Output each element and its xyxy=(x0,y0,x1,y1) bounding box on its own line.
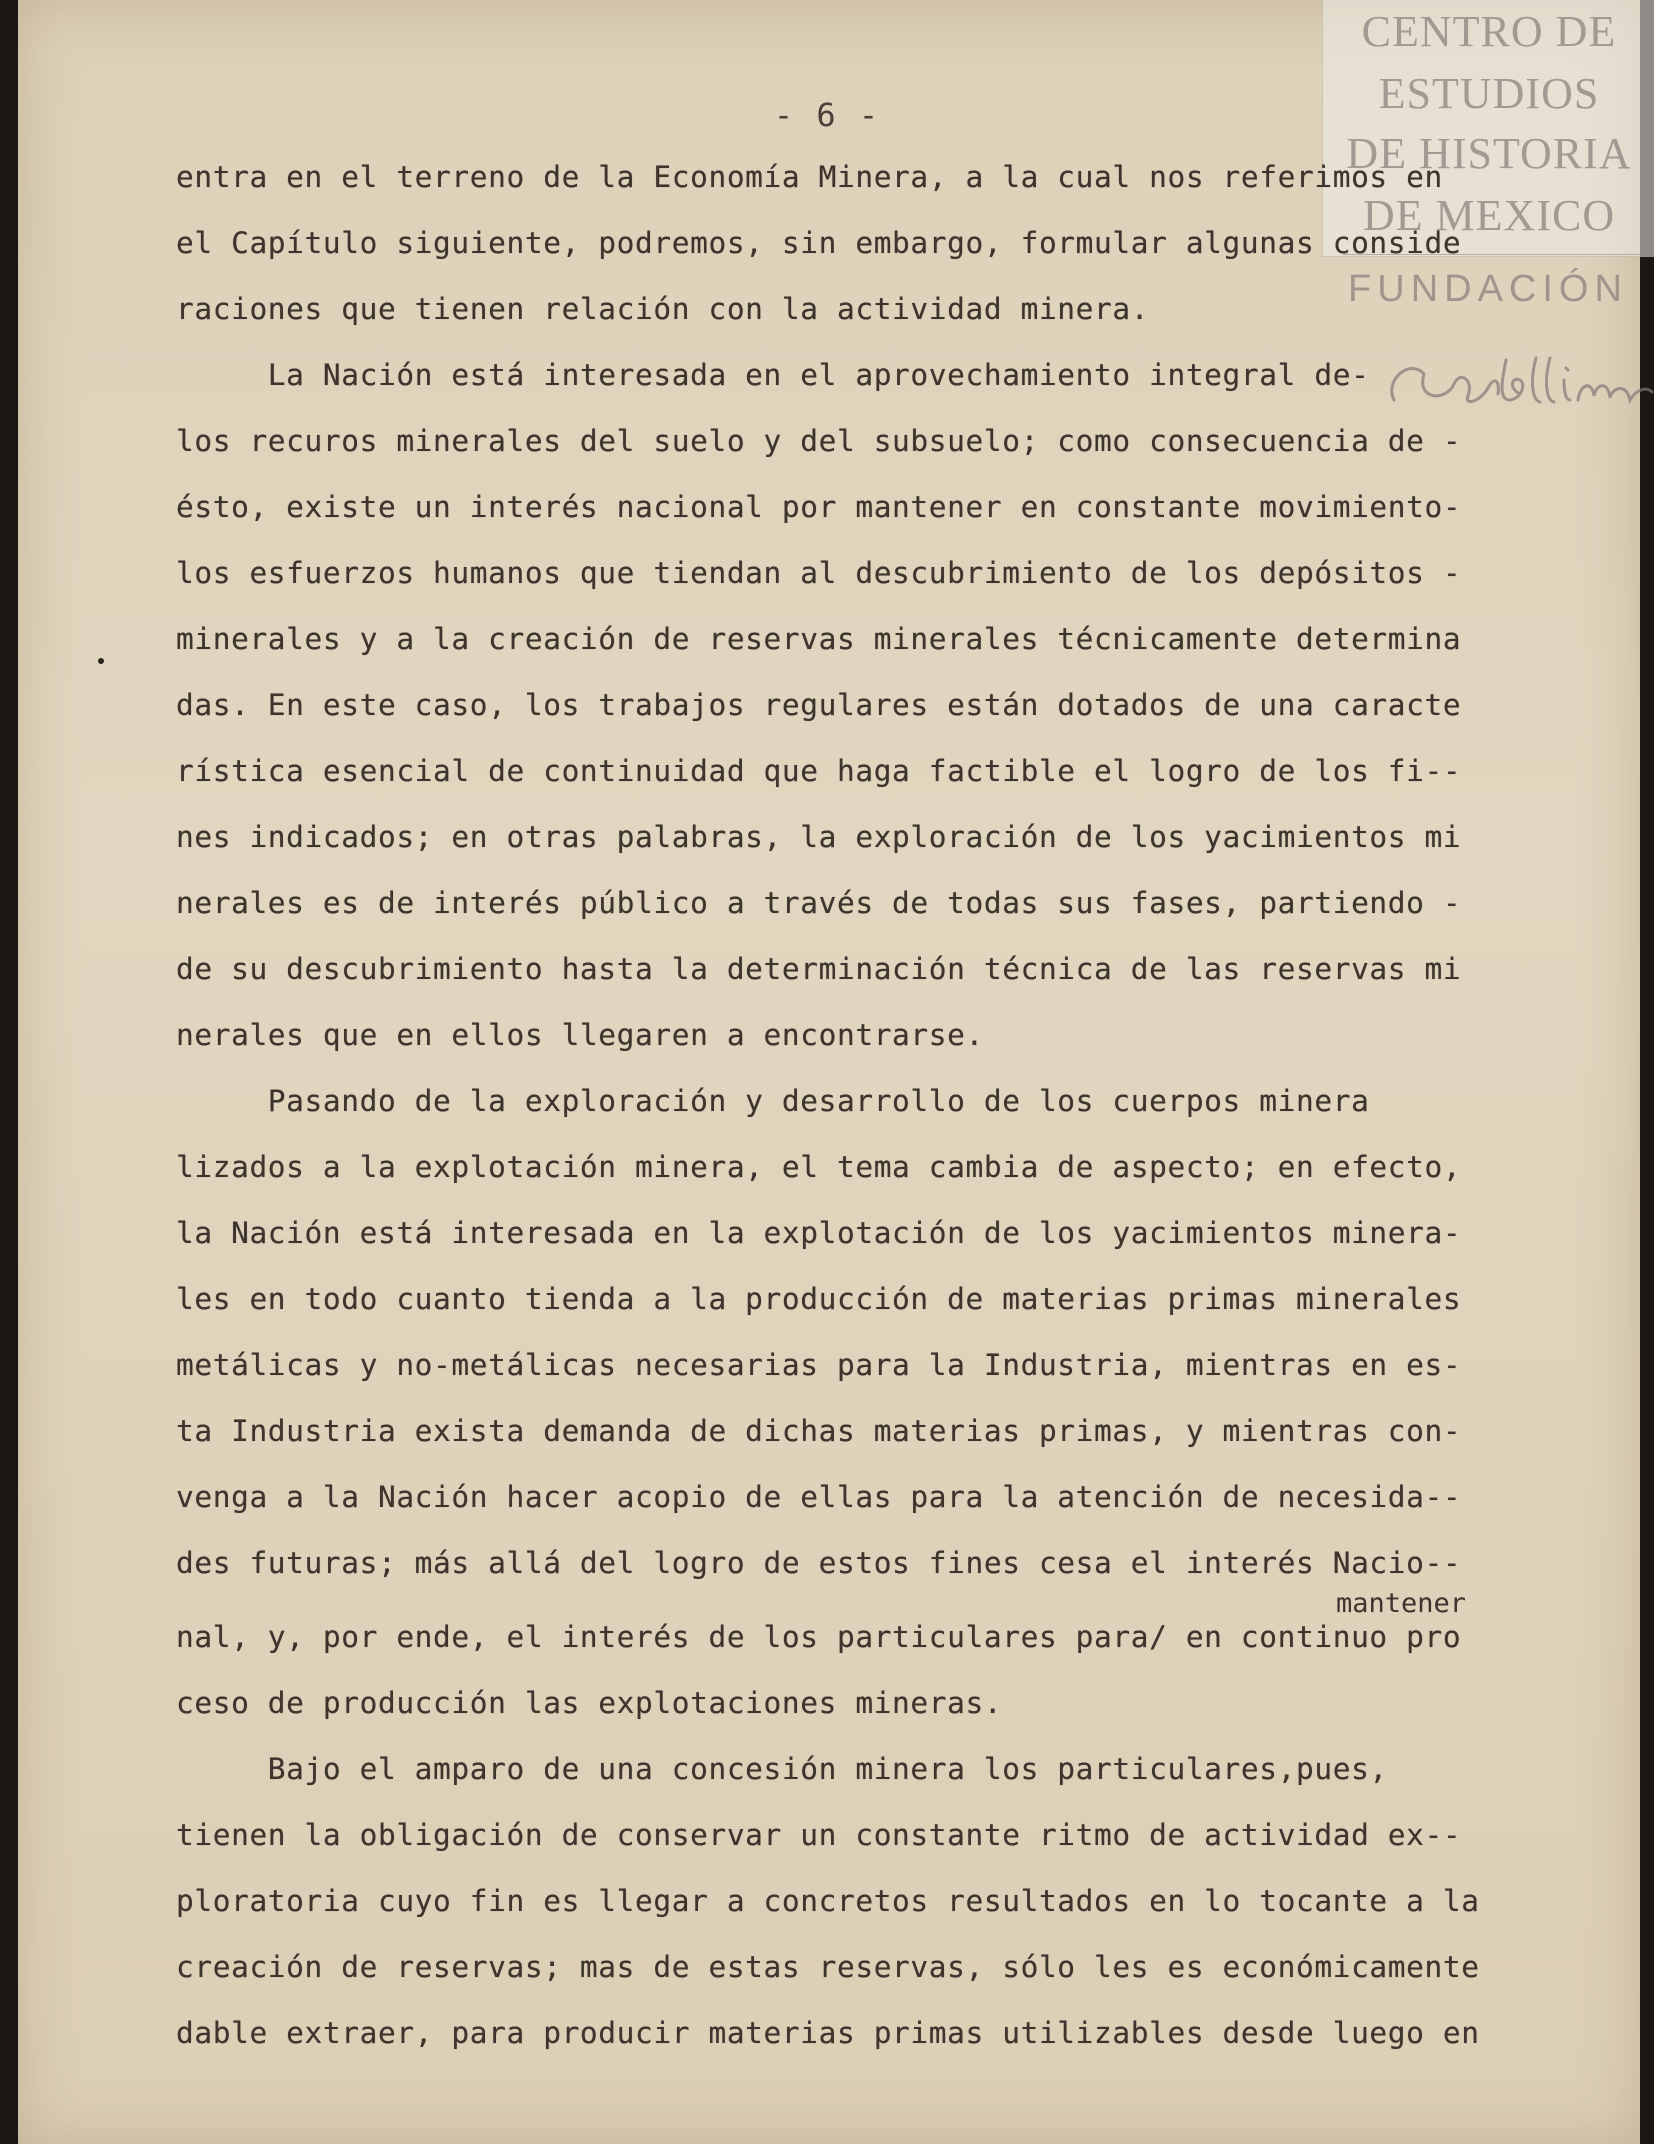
text-line: nerales que en ellos llegaren a encontrarse. xyxy=(176,1018,984,1052)
margin-mark xyxy=(98,658,104,664)
watermark-line: ESTUDIOS xyxy=(1378,69,1600,118)
text-line: creación de reservas; mas de estas reservas, sólo les es económicamente xyxy=(176,1950,1480,1984)
text-line: ceso de producción las explotaciones mineras. xyxy=(176,1686,1003,1720)
text-line: ta Industria exista demanda de dichas materias primas, y mientras con- xyxy=(176,1414,1462,1448)
text-line: rística esencial de continuidad que haga factible el logro de los fi-- xyxy=(176,754,1462,788)
text-line: el Capítulo siguiente, podremos, sin embargo, formular algunas conside xyxy=(176,226,1462,260)
watermark-foundation: FUNDACIÓN xyxy=(1348,268,1628,310)
text-line: ploratoria cuyo fin es llegar a concretos resultados en lo tocante a la xyxy=(176,1884,1480,1918)
text-line: dable extraer, para producir materias primas utilizables desde luego en xyxy=(176,2016,1480,2050)
text-line: La Nación está interesada en el aprovechamiento integral de- xyxy=(176,358,1370,392)
text-line: de su descubrimiento hasta la determinación técnica de las reservas mi xyxy=(176,952,1462,986)
text-line: nerales es de interés público a través de todas sus fases, partiendo - xyxy=(176,886,1462,920)
text-line: los esfuerzos humanos que tiendan al descubrimiento de los depósitos - xyxy=(176,556,1462,590)
scan-right-edge xyxy=(1640,0,1654,2144)
watermark-line: DE HISTORIA xyxy=(1346,129,1632,178)
text-line: Bajo el amparo de una concesión minera los particulares,pues, xyxy=(176,1752,1388,1786)
text-line: nes indicados; en otras palabras, la exploración de los yacimientos mi xyxy=(176,820,1462,854)
text-line: los recuros minerales del suelo y del subsuelo; como consecuencia de - xyxy=(176,424,1462,458)
page-number: - 6 - xyxy=(773,96,881,134)
watermark-line: CENTRO DE xyxy=(1361,7,1617,56)
text-line: entra en el terreno de la Economía Minera, a la cual nos referimos en xyxy=(176,160,1443,194)
text-line: metálicas y no-metálicas necesarias para la Industria, mientras en es- xyxy=(176,1348,1462,1382)
text-line: nal, y, por ende, el interés de los particulares para/ en continuo pro xyxy=(176,1620,1462,1654)
text-line: venga a la Nación hacer acopio de ellas para la atención de necesida-- xyxy=(176,1480,1462,1514)
text-line: Pasando de la exploración y desarrollo de los cuerpos minera xyxy=(176,1084,1370,1118)
signature-icon xyxy=(1380,340,1654,430)
text-line: les en todo cuanto tienda a la producción de materias primas minerales xyxy=(176,1282,1462,1316)
text-line: la Nación está interesada en la explotación de los yacimientos minera- xyxy=(176,1216,1462,1250)
watermark-line: DE MEXICO xyxy=(1362,191,1616,240)
text-line: ésto, existe un interés nacional por mantener en constante movimiento- xyxy=(176,490,1462,524)
text-line: raciones que tienen relación con la actividad minera. xyxy=(176,292,1150,326)
text-line: tienen la obligación de conservar un constante ritmo de actividad ex-- xyxy=(176,1818,1462,1852)
text-line: minerales y a la creación de reservas minerales técnicamente determina xyxy=(176,622,1462,656)
text-line: das. En este caso, los trabajos regulares están dotados de una caracte xyxy=(176,688,1462,722)
handwritten-correction: mantener xyxy=(1336,1588,1467,1619)
scan-left-edge xyxy=(0,0,18,2144)
text-line: des futuras; más allá del logro de estos fines cesa el interés Nacio-- xyxy=(176,1546,1462,1580)
text-line: lizados a la explotación minera, el tema cambia de aspecto; en efecto, xyxy=(176,1150,1462,1184)
